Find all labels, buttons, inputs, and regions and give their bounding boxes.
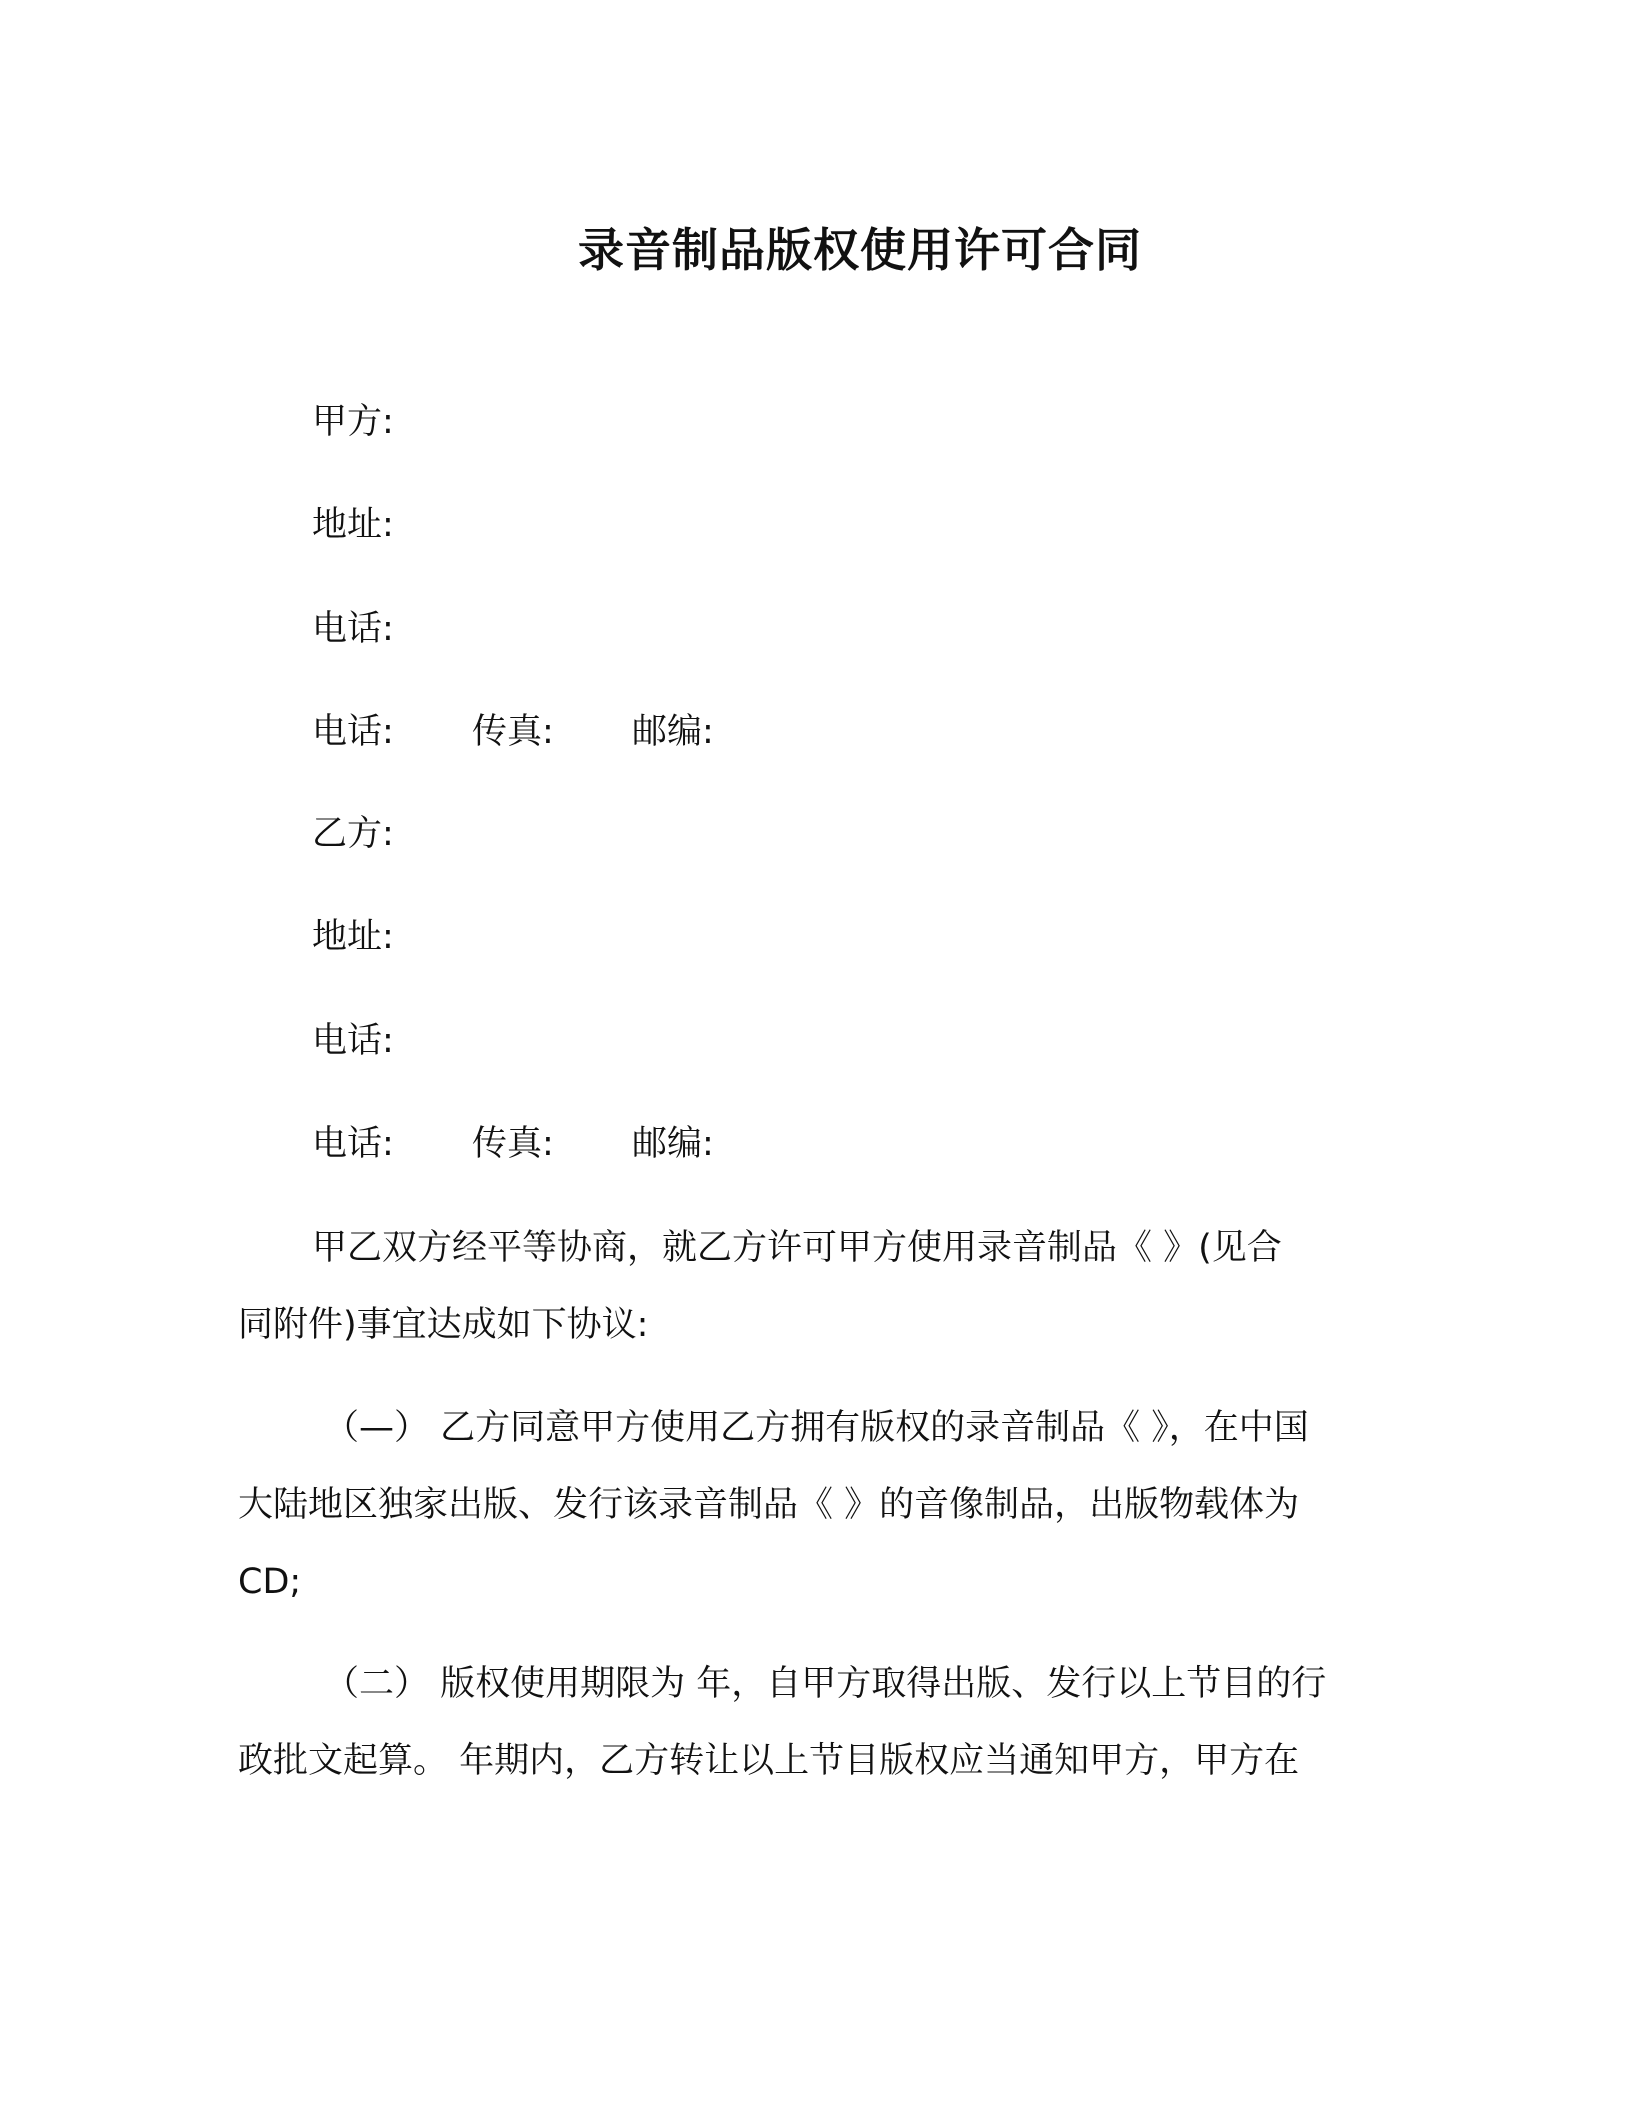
party-a-address-label: 地址: bbox=[312, 505, 394, 545]
party-a-postcode-label: 邮编: bbox=[632, 712, 714, 752]
clause-1-paragraph bbox=[238, 1404, 1378, 1606]
party-b-postcode-label: 邮编: bbox=[632, 1124, 714, 1164]
clause-1-line: 大陆地区独家出版、发行该录音制品《 》的音像制品，出版物载体为 bbox=[238, 1485, 1300, 1525]
intro-paragraph bbox=[238, 1224, 1378, 1349]
intro-line: 同附件)事宜达成如下协议: bbox=[238, 1305, 649, 1345]
clause-1-line: CD; bbox=[238, 1562, 302, 1602]
document-title: 录音制品版权使用许可合同 bbox=[578, 223, 1142, 277]
clause-1-line: （—） 乙方同意甲方使用乙方拥有版权的录音制品《 》，在中国 bbox=[324, 1408, 1309, 1448]
party-a-phone2-label: 电话: bbox=[312, 712, 394, 752]
party-b-address-label: 地址: bbox=[312, 917, 394, 957]
party-b-label: 乙方: bbox=[312, 814, 394, 854]
party-a-fax-label: 传真: bbox=[472, 712, 554, 752]
party-a-label: 甲方: bbox=[312, 402, 394, 442]
party-b-fax-label: 传真: bbox=[472, 1124, 554, 1164]
party-a-phone-label: 电话: bbox=[312, 609, 394, 649]
party-b-phone2-label: 电话: bbox=[312, 1124, 394, 1164]
intro-line: 甲乙双方经平等协商，就乙方许可甲方使用录音制品《 》(见合 bbox=[312, 1228, 1282, 1268]
clause-2-paragraph bbox=[238, 1660, 1378, 1785]
clause-2-line: （二） 版权使用期限为 年，自甲方取得出版、发行以上节目的行 bbox=[324, 1664, 1327, 1704]
party-b-phone-label: 电话: bbox=[312, 1021, 394, 1061]
clause-2-line: 政批文起算。 年期内，乙方转让以上节目版权应当通知甲方，甲方在 bbox=[238, 1741, 1300, 1781]
